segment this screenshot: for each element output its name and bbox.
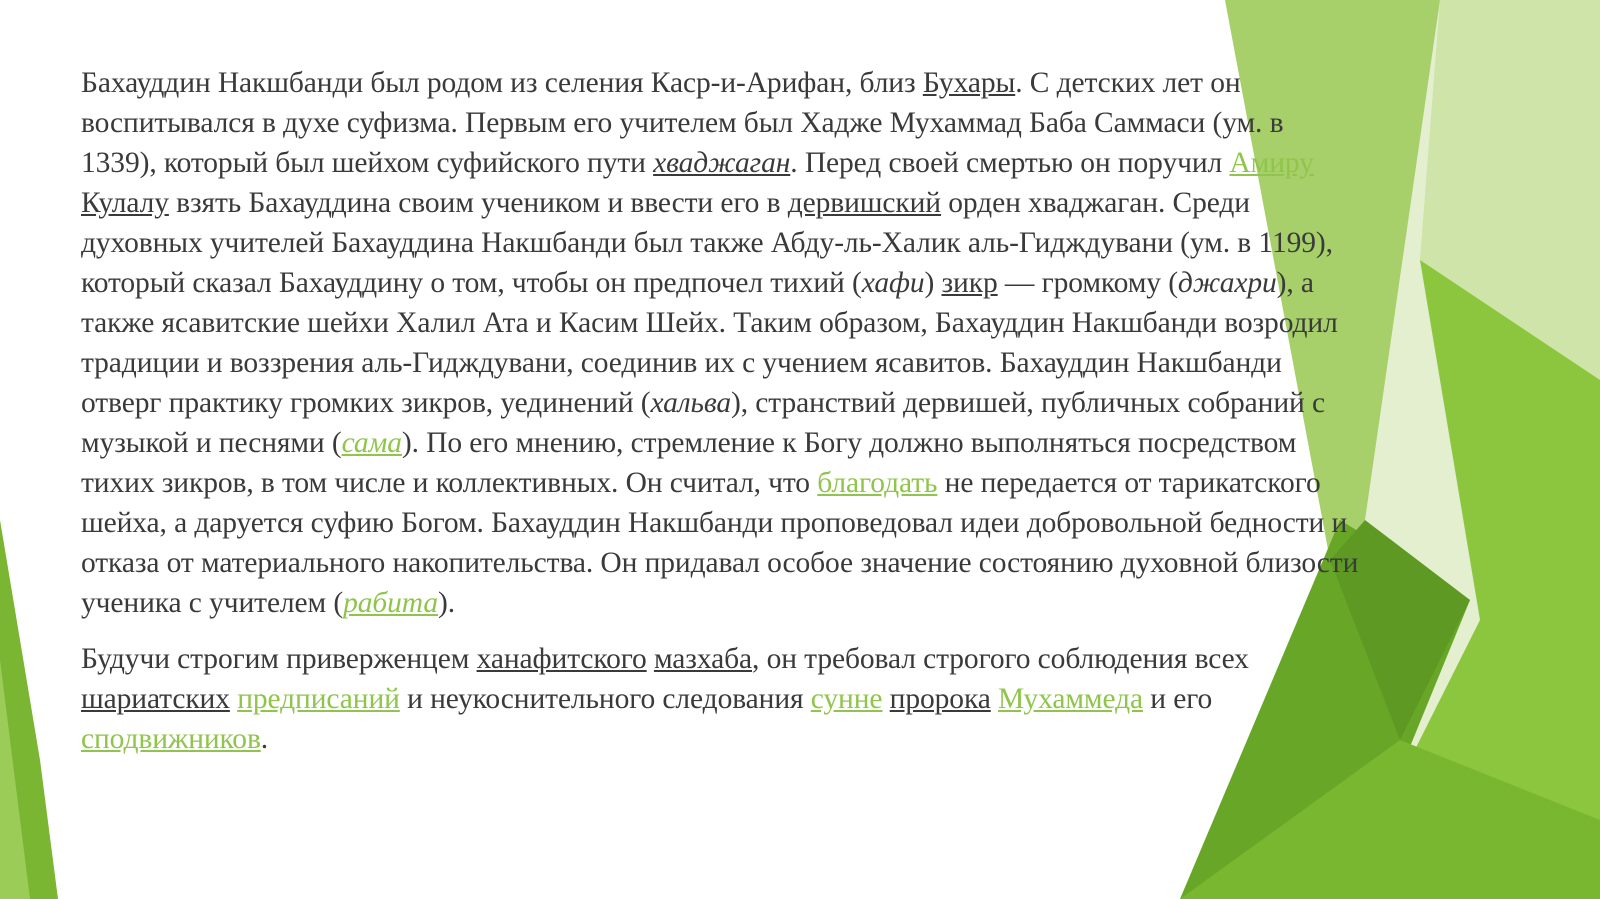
link-кулалу[interactable]: Кулалу [81, 187, 169, 219]
text-run: орден хваджаган. Среди духовных учителей Бахауддина Накшбанди был также Абду-ль-Халик аль-Гидждувани (ум. в 1199), который сказал Бахауддину о том, чтобы он предпочел тихий ( [81, 187, 1333, 299]
text-run [882, 683, 889, 715]
link-дервишский[interactable]: дервишский [787, 187, 941, 219]
link-шариатских[interactable]: шариатских [81, 683, 230, 715]
link-сунне[interactable]: сунне [810, 683, 883, 715]
text-run: Будучи строгим приверженцем [81, 643, 477, 675]
link-мухаммеда[interactable]: Мухаммеда [998, 683, 1143, 715]
link-хваджаган[interactable]: хваджаган [653, 147, 791, 179]
link-предписаний[interactable]: предписаний [237, 683, 400, 715]
link-сама[interactable]: сама [341, 427, 402, 459]
italic-term: джахри [1177, 267, 1277, 299]
text-run: Бахауддин Накшбанди был родом из селения Каср-и-Арифан, близ [81, 67, 923, 99]
slide-body [81, 63, 1361, 759]
text-run: ). По его мнению, стремление к Богу должно выполняться посредством тихих зикров, в том числе и коллективных. Он считал, что [81, 427, 1297, 499]
text-run: ) [924, 267, 942, 299]
text-run: и его [1142, 683, 1213, 715]
paragraph-2 [81, 639, 1361, 759]
italic-term: хальва [650, 387, 732, 419]
link-благодать[interactable]: благодать [817, 467, 938, 499]
text-run: ). [438, 587, 456, 619]
text-run: . С детских лет он воспитывался в духе суфизма. Первым его учителем был Хадже Мухаммад Баба Саммаси (ум. в 1339), который был шейхом суфийского пути [81, 67, 1284, 179]
italic-term: хафи [861, 267, 925, 299]
link-рабита[interactable]: рабита [343, 587, 439, 619]
text-run: не передается от тарикатского шейха, а даруется суфию Богом. Бахауддин Накшбанди проповедовал идеи добровольной бедности и отказа от материального накопительства. Он придавал особое значение состоянию духовной близости ученика с учителем ( [81, 467, 1359, 619]
text-run: . Перед своей смертью он поручил [790, 147, 1230, 179]
text-run: взять Бахауддина своим учеником и ввести его в [168, 187, 788, 219]
text-run: — громкому ( [997, 267, 1178, 299]
text-run [991, 683, 998, 715]
link-бухары[interactable]: Бухары [922, 67, 1016, 99]
paragraph-1 [81, 63, 1361, 623]
text-run: ), странствий дервишей, публичных собраний с музыкой и песнями ( [81, 387, 1325, 459]
text-run: ), а также ясавитские шейхи Халил Ата и Касим Шейх. Таким образом, Бахауддин Накшбанди возродил традиции и воззрения аль-Гидждувани, соединив их с учением ясавитов. Бахауддин Накшбанди отверг практику громких зикров, уединений ( [81, 267, 1338, 419]
link-сподвижников[interactable]: сподвижников [81, 723, 261, 755]
link-пророка[interactable]: пророка [889, 683, 991, 715]
text-run: . [260, 723, 269, 755]
text-run: , он требовал строгого соблюдения всех [752, 643, 1249, 675]
link-амиру[interactable]: Амиру [1229, 147, 1314, 179]
text-run: и неукоснительного следования [399, 683, 811, 715]
link-мазхаба[interactable]: мазхаба [653, 643, 753, 675]
text-run [647, 643, 654, 675]
link-ханафитского[interactable]: ханафитского [476, 643, 647, 675]
link-зикр[interactable]: зикр [941, 267, 998, 299]
